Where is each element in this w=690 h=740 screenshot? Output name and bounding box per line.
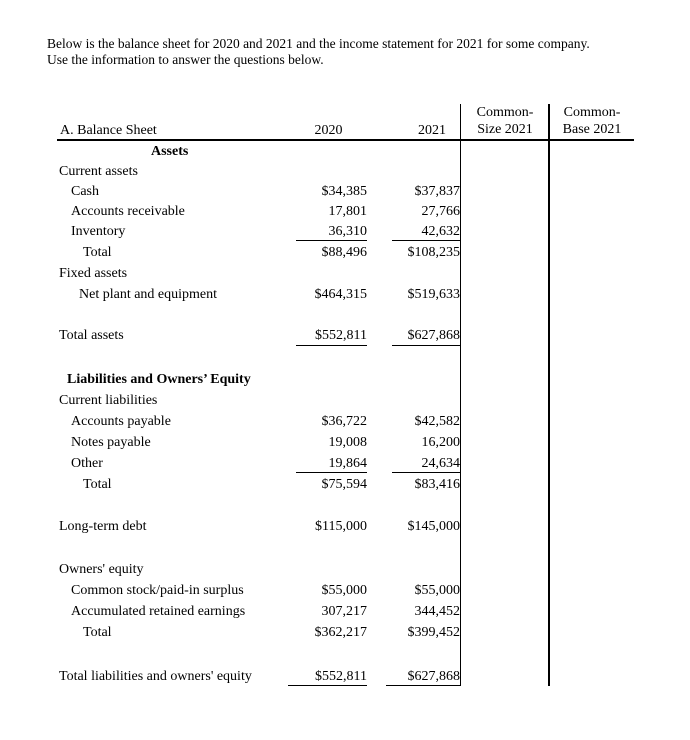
current-assets-label: Current assets xyxy=(59,164,138,179)
retained-earnings-2021: 344,452 xyxy=(414,604,460,619)
inventory-label: Inventory xyxy=(71,224,126,239)
retained-earnings-2020: 307,217 xyxy=(321,604,367,619)
total-rule xyxy=(392,345,460,346)
current-liabilities-total-2021: $83,416 xyxy=(414,477,460,492)
equity-total-2021: $399,452 xyxy=(407,625,460,640)
other-2020: 19,864 xyxy=(328,456,367,471)
table-title: A. Balance Sheet xyxy=(60,123,157,138)
intro-text xyxy=(47,36,590,68)
equity-total-label: Total xyxy=(83,625,112,640)
subtotal-rule xyxy=(296,240,367,241)
notes-2020: 19,008 xyxy=(328,435,367,450)
notes-2021: 16,200 xyxy=(421,435,460,450)
notes-label: Notes payable xyxy=(71,435,151,450)
total-assets-2021: $627,868 xyxy=(407,328,460,343)
cash-2021: $37,837 xyxy=(414,184,460,199)
common-stock-2021: $55,000 xyxy=(414,583,460,598)
receivable-label: Accounts receivable xyxy=(71,204,185,219)
owners-equity-label: Owners' equity xyxy=(59,562,144,577)
common-size-header-1: Common- xyxy=(476,105,534,120)
total-assets-2020: $552,811 xyxy=(315,328,367,343)
equity-total-2020: $362,217 xyxy=(314,625,367,640)
receivable-2020: 17,801 xyxy=(328,204,367,219)
total-rule xyxy=(386,685,460,686)
liabilities-heading: Liabilities and Owners’ Equity xyxy=(67,372,251,387)
common-stock-label: Common stock/paid-in surplus xyxy=(71,583,244,598)
long-term-debt-label: Long-term debt xyxy=(59,519,147,534)
subtotal-rule xyxy=(392,472,460,473)
total-liab-equity-label: Total liabilities and owners' equity xyxy=(59,669,252,684)
common-base-header-1: Common- xyxy=(563,105,621,120)
receivable-2021: 27,766 xyxy=(421,204,460,219)
net-plant-label: Net plant and equipment xyxy=(79,287,218,302)
subtotal-rule xyxy=(296,472,367,473)
intro-line-2: Use the information to answer the questions below. xyxy=(47,52,324,67)
payable-2020: $36,722 xyxy=(321,414,367,429)
subtotal-rule xyxy=(392,240,460,241)
cash-label: Cash xyxy=(71,184,99,199)
total-rule xyxy=(296,345,367,346)
column-divider-common xyxy=(548,104,550,686)
assets-heading: Assets xyxy=(151,144,189,159)
inventory-2020: 36,310 xyxy=(328,224,367,239)
payable-label: Accounts payable xyxy=(71,414,171,429)
net-plant-2020: $464,315 xyxy=(314,287,367,302)
other-label: Other xyxy=(71,456,103,471)
long-term-debt-2021: $145,000 xyxy=(407,519,460,534)
other-2021: 24,634 xyxy=(421,456,460,471)
cash-2020: $34,385 xyxy=(321,184,367,199)
total-assets-label: Total assets xyxy=(59,328,124,343)
current-liabilities-label: Current liabilities xyxy=(59,393,158,408)
retained-earnings-label: Accumulated retained earnings xyxy=(71,604,246,619)
fixed-assets-label: Fixed assets xyxy=(59,266,128,281)
current-liabilities-total-label: Total xyxy=(83,477,112,492)
current-assets-total-2021: $108,235 xyxy=(407,245,460,260)
total-liab-equity-2021: $627,868 xyxy=(407,669,460,684)
intro-line-1: Below is the balance sheet for 2020 and 2021 and the income statement for 2021 for some company. xyxy=(47,36,590,51)
col-header-2020: 2020 xyxy=(314,123,343,138)
payable-2021: $42,582 xyxy=(414,414,460,429)
inventory-2021: 42,632 xyxy=(421,224,460,239)
common-size-header-2: Size 2021 xyxy=(477,122,533,137)
current-liabilities-total-2020: $75,594 xyxy=(321,477,367,492)
total-rule xyxy=(288,685,367,686)
long-term-debt-2020: $115,000 xyxy=(315,519,367,534)
net-plant-2021: $519,633 xyxy=(407,287,460,302)
current-assets-total-label: Total xyxy=(83,245,112,260)
column-divider-2021 xyxy=(460,104,461,686)
col-header-2021: 2021 xyxy=(418,123,446,138)
current-assets-total-2020: $88,496 xyxy=(321,245,367,260)
common-base-header-2: Base 2021 xyxy=(562,122,622,137)
common-stock-2020: $55,000 xyxy=(321,583,367,598)
total-liab-equity-2020: $552,811 xyxy=(315,669,367,684)
